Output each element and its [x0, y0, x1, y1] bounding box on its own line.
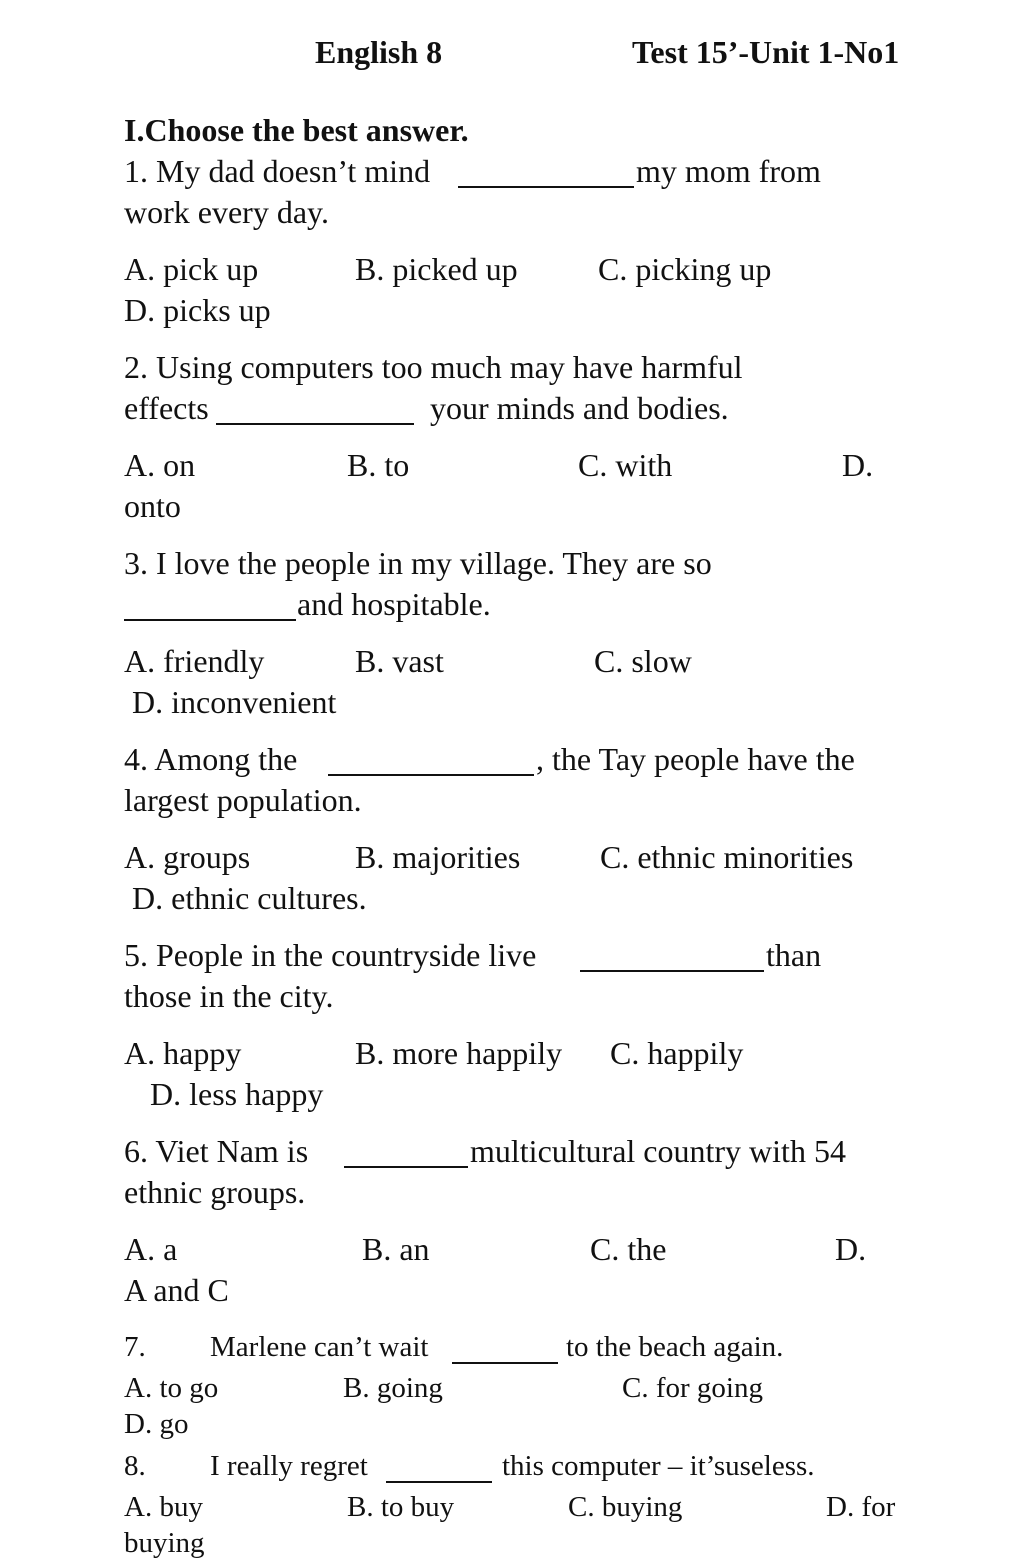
question-5-option-a: A. happy — [124, 1035, 242, 1071]
question-3-text-end: and hospitable. — [297, 586, 491, 622]
question-7-number: 7. — [124, 1331, 146, 1363]
question-5-text-end: than — [766, 937, 822, 973]
question-6-blank — [344, 1165, 468, 1168]
question-2-text-start: effects — [124, 390, 209, 426]
question-5-option-c: C. happily — [610, 1035, 744, 1071]
question-7-option-c: C. for going — [622, 1372, 763, 1404]
question-2-option-d-label: D. — [842, 447, 874, 483]
question-8-option-d-text: buying — [124, 1527, 205, 1559]
question-2-text-line1: 2. Using computers too much may have harmful — [124, 349, 743, 385]
question-8-text-end: this computer – it’suseless. — [502, 1450, 815, 1482]
question-5-option-b: B. more happily — [355, 1035, 563, 1071]
question-5-text-line2: those in the city. — [124, 978, 334, 1014]
question-7-option-b: B. going — [343, 1372, 443, 1404]
question-4-blank — [328, 773, 534, 776]
question-1-option-d: D. picks up — [124, 292, 271, 328]
question-2-text-end: your minds and bodies. — [430, 390, 729, 426]
question-3-option-d: D. inconvenient — [132, 684, 337, 720]
question-5-text-start: 5. People in the countryside live — [124, 937, 537, 973]
subject-title: English 8 — [315, 34, 443, 70]
question-6-text-start: 6. Viet Nam is — [124, 1133, 309, 1169]
question-1-blank — [458, 185, 634, 188]
question-3-text-line1: 3. I love the people in my village. They are so — [124, 545, 712, 581]
question-4-text-start: 4. Among the — [124, 741, 298, 777]
question-1-text-start: 1. My dad doesn’t mind — [124, 153, 431, 189]
question-7-text-start: Marlene can’t wait — [210, 1331, 429, 1363]
question-1-option-c: C. picking up — [598, 251, 772, 287]
question-3-option-c: C. slow — [594, 643, 692, 679]
question-1-text-end: my mom from — [636, 153, 821, 189]
question-2-option-a: A. on — [124, 447, 196, 483]
question-1-option-a: A. pick up — [124, 251, 259, 287]
question-3-blank — [124, 618, 296, 621]
question-8-option-a: A. buy — [124, 1491, 203, 1523]
question-6-option-d-label: D. — [835, 1231, 867, 1267]
question-6-option-b: B. an — [362, 1231, 430, 1267]
question-8-blank — [386, 1480, 492, 1483]
question-7-text-end: to the beach again. — [566, 1331, 784, 1363]
question-8-option-d-label: D. for — [826, 1491, 896, 1523]
question-8-option-c: C. buying — [568, 1491, 683, 1523]
question-4-option-a: A. groups — [124, 839, 251, 875]
question-7-option-d: D. go — [124, 1408, 189, 1440]
question-4-option-d: D. ethnic cultures. — [132, 880, 367, 916]
question-3-option-a: A. friendly — [124, 643, 265, 679]
question-1-option-b: B. picked up — [355, 251, 518, 287]
question-8-option-b: B. to buy — [347, 1491, 455, 1523]
question-2-option-c: C. with — [578, 447, 673, 483]
question-6-option-c: C. the — [590, 1231, 667, 1267]
question-4-text-end: , the Tay people have the — [536, 741, 855, 777]
question-6-text-end: multicultural country with 54 — [470, 1133, 846, 1169]
question-6-option-d-text: A and C — [124, 1272, 229, 1308]
question-8-number: 8. — [124, 1450, 146, 1482]
question-3-option-b: B. vast — [355, 643, 444, 679]
question-8-text-start: I really regret — [210, 1450, 368, 1482]
test-title: Test 15’-Unit 1-No1 — [632, 34, 900, 70]
question-7-option-a: A. to go — [124, 1372, 219, 1404]
question-2-blank — [216, 422, 414, 425]
question-5-blank — [580, 969, 764, 972]
question-6-text-line2: ethnic groups. — [124, 1174, 306, 1210]
question-4-option-b: B. majorities — [355, 839, 521, 875]
question-5-option-d: D. less happy — [150, 1076, 324, 1112]
section-title: I.Choose the best answer. — [124, 112, 469, 148]
question-2-option-b: B. to — [347, 447, 410, 483]
question-7-blank — [452, 1361, 558, 1364]
question-1-text-line2: work every day. — [124, 194, 329, 230]
question-2-option-d-text: onto — [124, 488, 181, 524]
question-4-option-c: C. ethnic minorities — [600, 839, 854, 875]
question-6-option-a: A. a — [124, 1231, 178, 1267]
question-4-text-line2: largest population. — [124, 782, 362, 818]
